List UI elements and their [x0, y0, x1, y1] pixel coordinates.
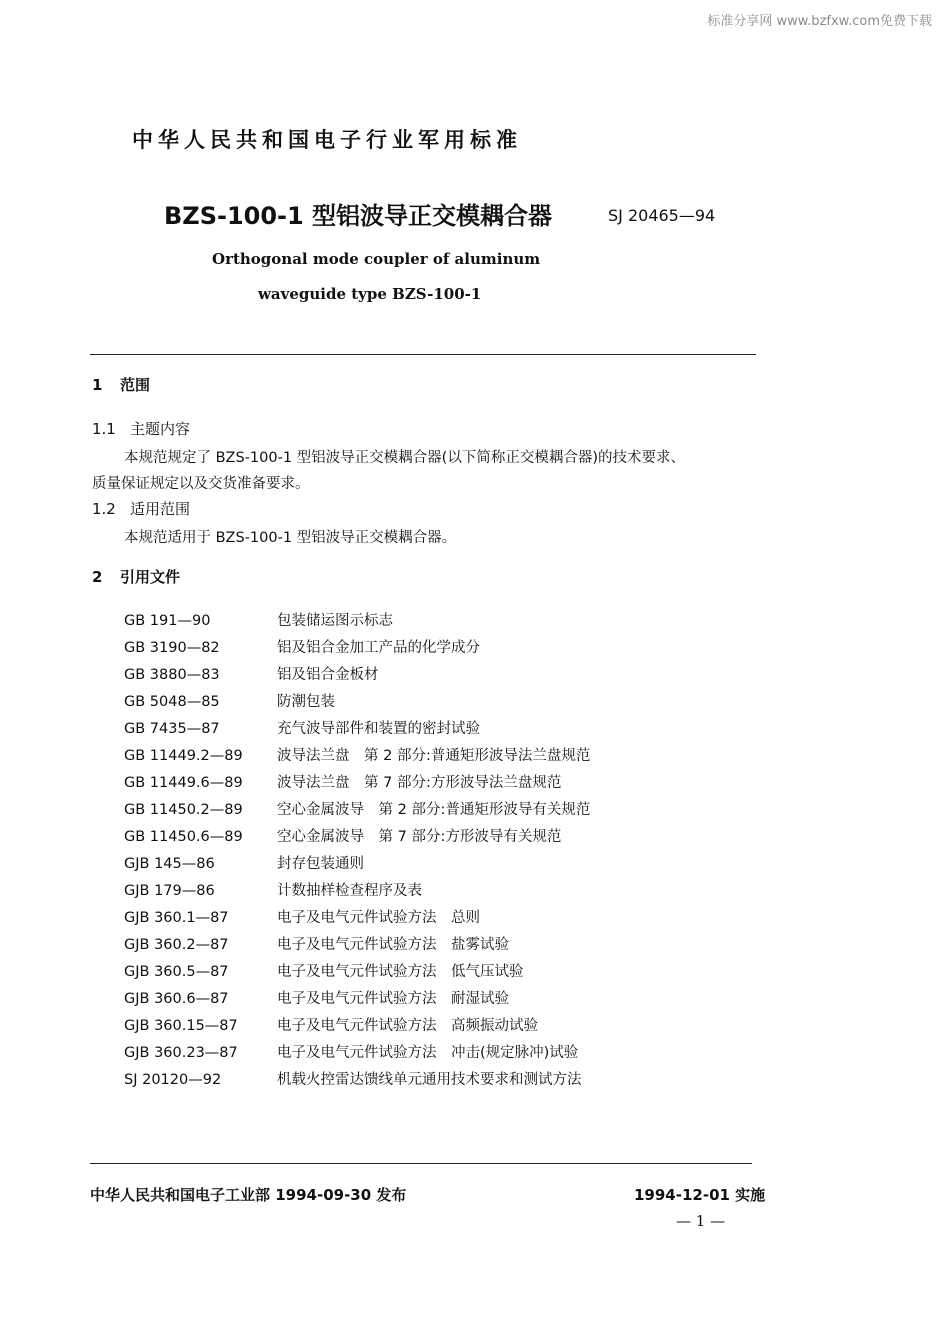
reference-list	[124, 608, 684, 1094]
reference-code: GJB 360.6—87	[124, 991, 229, 1007]
footer-divider	[90, 1163, 752, 1164]
reference-code: GB 11449.6—89	[124, 775, 243, 791]
org-title: 中华人民共和国电子行业军用标准	[132, 128, 522, 152]
reference-code: GJB 360.15—87	[124, 1018, 238, 1034]
doc-title: BZS-100-1 型铝波导正交模耦合器	[164, 202, 553, 230]
reference-name: 充气波导部件和装置的密封试验	[277, 721, 480, 737]
reference-code: GJB 360.5—87	[124, 964, 229, 980]
doc-number: SJ 20465—94	[608, 206, 716, 225]
reference-row	[124, 635, 684, 662]
section-1-1-text-line-1: 本规范规定了 BZS-100-1 型铝波导正交模耦合器(以下简称正交模耦合器)的技术要求、	[124, 450, 685, 466]
section-1-number: 1	[92, 376, 103, 394]
reference-name: 铝及铝合金板材	[277, 667, 379, 683]
reference-row	[124, 824, 684, 851]
reference-row	[124, 1067, 684, 1094]
english-title-line-1: Orthogonal mode coupler of aluminum	[212, 250, 541, 268]
page-number: — 1 —	[676, 1212, 726, 1230]
reference-row	[124, 905, 684, 932]
reference-name: 电子及电气元件试验方法 低气压试验	[277, 964, 524, 980]
reference-row	[124, 959, 684, 986]
reference-name: 电子及电气元件试验方法 高频振动试验	[277, 1018, 538, 1034]
reference-name: 机载火控雷达馈线单元通用技术要求和测试方法	[277, 1072, 582, 1088]
reference-name: 计数抽样检查程序及表	[277, 883, 422, 899]
reference-row	[124, 662, 684, 689]
reference-name: 空心金属波导 第 7 部分:方形波导有关规范	[277, 829, 562, 845]
reference-row	[124, 608, 684, 635]
reference-name: 铝及铝合金加工产品的化学成分	[277, 640, 480, 656]
reference-name: 电子及电气元件试验方法 总则	[277, 910, 480, 926]
reference-name: 防潮包装	[277, 694, 335, 710]
section-1-1-number: 1.1	[92, 420, 116, 438]
reference-code: GB 3190—82	[124, 640, 220, 656]
section-1-1-heading	[92, 418, 190, 439]
reference-code: GJB 360.2—87	[124, 937, 229, 953]
reference-code: GB 191—90	[124, 613, 211, 629]
section-1-1-text-line-2: 质量保证规定以及交货准备要求。	[92, 476, 310, 492]
reference-name: 电子及电气元件试验方法 耐湿试验	[277, 991, 509, 1007]
reference-code: GB 11450.2—89	[124, 802, 243, 818]
section-1-2-text: 本规范适用于 BZS-100-1 型铝波导正交模耦合器。	[124, 530, 457, 546]
reference-code: GB 5048—85	[124, 694, 220, 710]
section-1-2-number: 1.2	[92, 500, 116, 518]
reference-row	[124, 986, 684, 1013]
reference-row	[124, 878, 684, 905]
section-2-title: 引用文件	[120, 568, 181, 586]
reference-code: GB 11449.2—89	[124, 748, 243, 764]
reference-name: 封存包装通则	[277, 856, 364, 872]
reference-code: GJB 360.1—87	[124, 910, 229, 926]
reference-name: 电子及电气元件试验方法 盐雾试验	[277, 937, 509, 953]
reference-code: GB 7435—87	[124, 721, 220, 737]
section-1-1-title: 主题内容	[130, 420, 191, 438]
header-divider	[90, 354, 756, 355]
reference-row	[124, 770, 684, 797]
reference-name: 包装储运图示标志	[277, 613, 393, 629]
reference-row	[124, 851, 684, 878]
reference-row	[124, 743, 684, 770]
reference-name: 波导法兰盘 第 2 部分:普通矩形波导法兰盘规范	[277, 748, 591, 764]
reference-row	[124, 1013, 684, 1040]
section-2-number: 2	[92, 568, 103, 586]
reference-row	[124, 797, 684, 824]
section-1-heading	[92, 374, 150, 395]
reference-name: 波导法兰盘 第 7 部分:方形波导法兰盘规范	[277, 775, 562, 791]
reference-code: GJB 179—86	[124, 883, 215, 899]
watermark-text: 标准分享网 www.bzfxw.com免费下载	[707, 14, 932, 29]
section-1-2-title: 适用范围	[130, 500, 191, 518]
reference-name: 电子及电气元件试验方法 冲击(规定脉冲)试验	[277, 1045, 579, 1061]
reference-code: GJB 145—86	[124, 856, 215, 872]
reference-code: GB 3880—83	[124, 667, 220, 683]
english-title-line-2: waveguide type BZS-100-1	[258, 285, 482, 303]
issue-statement: 中华人民共和国电子工业部 1994-09-30 发布	[90, 1186, 407, 1204]
reference-row	[124, 1040, 684, 1067]
effective-date: 1994-12-01 实施	[634, 1186, 766, 1204]
reference-name: 空心金属波导 第 2 部分:普通矩形波导有关规范	[277, 802, 591, 818]
reference-row	[124, 689, 684, 716]
reference-row	[124, 932, 684, 959]
reference-code: GB 11450.6—89	[124, 829, 243, 845]
reference-code: GJB 360.23—87	[124, 1045, 238, 1061]
reference-row	[124, 716, 684, 743]
section-1-title: 范围	[120, 376, 151, 394]
section-2-heading	[92, 566, 180, 587]
section-1-2-heading	[92, 498, 190, 519]
reference-code: SJ 20120—92	[124, 1072, 222, 1088]
